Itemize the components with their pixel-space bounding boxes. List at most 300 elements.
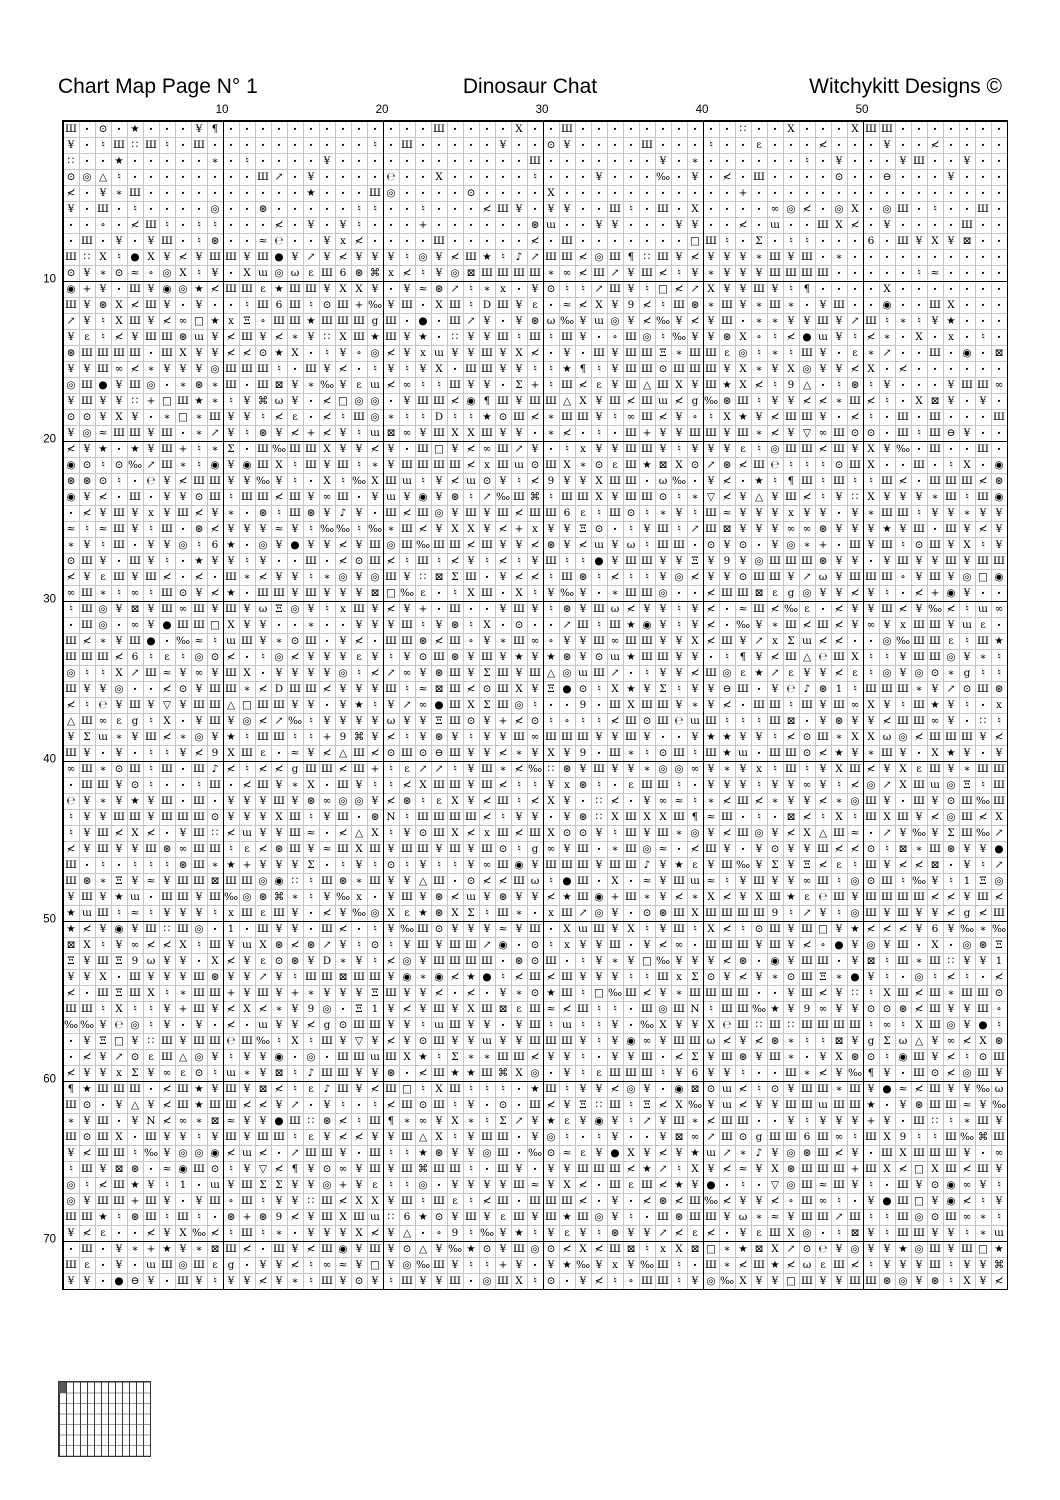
chart-cell: ¥ — [131, 923, 139, 935]
chart-cell: Ш — [913, 891, 925, 903]
chart-cell: ◎ — [594, 907, 604, 919]
chart-cell: · — [116, 442, 122, 456]
chart-cell: ¥ — [755, 939, 763, 951]
chart-cell: ♮ — [805, 763, 809, 775]
chart-cell: ‰ — [991, 923, 1007, 935]
chart-cell: ¥ — [851, 603, 859, 615]
chart-cell: ◉ — [994, 459, 1004, 471]
chart-cell: ¥ — [211, 603, 219, 615]
chart-cell: ≮ — [450, 555, 460, 567]
chart-cell: ≮ — [162, 315, 172, 327]
chart-cell: Ш — [929, 1083, 941, 1095]
chart-cell: ¥ — [787, 251, 795, 263]
chart-cell: Ш — [529, 507, 541, 519]
chart-cell: · — [980, 586, 986, 600]
chart-cell: Ш — [945, 1211, 957, 1223]
chart-cell: ⊠ — [850, 1227, 860, 1239]
chart-cell: ≮ — [690, 315, 700, 327]
chart-cell: · — [772, 186, 778, 200]
chart-cell: ★ — [626, 651, 636, 663]
chart-cell: ◎ — [674, 571, 684, 583]
chart-cell: ¥ — [979, 1259, 987, 1271]
chart-cell: Ш — [881, 123, 893, 135]
chart-cell: Ш — [273, 1131, 285, 1143]
chart-cell: ɯ — [370, 379, 380, 391]
chart-cell: · — [916, 122, 922, 136]
chart-cell: · — [900, 122, 906, 136]
chart-cell: · — [276, 122, 282, 136]
chart-cell: · — [516, 1194, 522, 1208]
chart-cell: · — [980, 234, 986, 248]
chart-cell: · — [276, 154, 282, 168]
chart-cell: ¥ — [931, 683, 939, 695]
chart-cell: ¥ — [483, 1179, 491, 1191]
chart-cell: ♮ — [949, 1115, 953, 1127]
chart-cell: N — [690, 1003, 700, 1015]
chart-cell: ¥ — [691, 683, 699, 695]
chart-cell: ◉ — [210, 459, 220, 471]
chart-cell: 9 — [547, 475, 555, 487]
chart-cell: ◉ — [498, 939, 508, 951]
chart-cell: ¥ — [691, 731, 699, 743]
chart-cell: Ш — [881, 891, 893, 903]
chart-cell: ¥ — [803, 843, 811, 855]
chart-cell: ∷ — [595, 1099, 603, 1111]
chart-cell: ◎ — [546, 1131, 556, 1143]
chart-cell: ∘ — [436, 1227, 442, 1239]
chart-cell: ≈ — [546, 1003, 556, 1015]
chart-cell: ◎ — [850, 907, 860, 919]
chart-cell: ⊙ — [802, 731, 812, 743]
chart-cell: ¥ — [947, 539, 955, 551]
chart-cell: Ш — [289, 843, 301, 855]
chart-cell: ɯ — [978, 603, 988, 615]
chart-cell: · — [868, 1146, 874, 1160]
chart-cell: ◉ — [66, 459, 76, 471]
chart-cell: ¥ — [675, 251, 683, 263]
chart-cell: ∞ — [770, 203, 780, 215]
chart-cell: ⊙ — [178, 587, 188, 599]
chart-cell: ∗ — [387, 411, 395, 423]
chart-cell: ◎ — [850, 795, 860, 807]
chart-cell: · — [356, 138, 362, 152]
chart-cell: Ш — [161, 603, 173, 615]
chart-cell: · — [356, 154, 362, 168]
chart-cell: ɯ — [962, 619, 972, 631]
chart-cell: Ш — [561, 571, 573, 583]
chart-cell: ¥ — [307, 699, 315, 711]
chart-cell: ≮ — [866, 395, 876, 407]
chart-cell: Ш — [865, 683, 877, 695]
chart-cell: · — [804, 170, 810, 184]
chart-cell: ◎ — [178, 1147, 188, 1159]
chart-cell: ★ — [738, 1243, 748, 1255]
chart-cell: ♮ — [869, 1179, 873, 1191]
chart-cell: ∗ — [915, 683, 923, 695]
chart-cell: ♮ — [469, 299, 473, 311]
chart-cell: · — [388, 394, 394, 408]
chart-cell: ♮ — [261, 1195, 265, 1207]
chart-cell: · — [868, 826, 874, 840]
chart-cell: ¥ — [851, 715, 859, 727]
chart-cell: · — [756, 538, 762, 552]
chart-cell: ♮ — [565, 1083, 569, 1095]
chart-cell: ◎ — [690, 827, 700, 839]
chart-cell: X — [851, 203, 859, 215]
chart-cell: · — [772, 810, 778, 824]
chart-cell: ♮ — [869, 1259, 873, 1271]
chart-cell: ≮ — [914, 731, 924, 743]
chart-cell: ¥ — [867, 603, 875, 615]
chart-cell: ⊛ — [98, 299, 108, 311]
chart-cell: Ш — [193, 1259, 205, 1271]
chart-cell: X — [675, 1243, 683, 1255]
chart-cell: ε — [804, 603, 810, 615]
chart-cell: · — [948, 346, 954, 360]
chart-cell: ♮ — [837, 379, 841, 391]
chart-cell: ↗ — [482, 491, 492, 503]
chart-cell: ★ — [66, 907, 76, 919]
chart-cell: Ш — [129, 1083, 141, 1095]
chart-cell: Ш — [593, 635, 605, 647]
chart-cell: · — [676, 234, 682, 248]
chart-cell: ⊙ — [642, 715, 652, 727]
chart-cell: ¥ — [67, 363, 75, 375]
chart-cell: Ш — [257, 171, 269, 183]
chart-cell: ¥ — [611, 763, 619, 775]
chart-cell: ω — [882, 731, 892, 743]
chart-cell: ⊙ — [770, 843, 780, 855]
chart-cell: ¥ — [323, 507, 331, 519]
chart-cell: ¥ — [723, 539, 731, 551]
chart-cell: + — [514, 523, 524, 535]
chart-cell: ¥ — [947, 715, 955, 727]
chart-cell: ¥ — [387, 363, 395, 375]
chart-cell: ¥ — [99, 395, 107, 407]
chart-cell: ɯ — [130, 891, 140, 903]
chart-cell: Ш — [273, 731, 285, 743]
chart-cell: ¥ — [835, 1243, 843, 1255]
chart-cell: · — [180, 234, 186, 248]
chart-cell: ≮ — [962, 1195, 972, 1207]
chart-cell: ⊙ — [786, 971, 796, 983]
chart-cell: ¥ — [403, 603, 411, 615]
chart-cell: ¥ — [83, 267, 91, 279]
chart-cell: Ш — [113, 539, 125, 551]
chart-cell: ≮ — [450, 251, 460, 263]
chart-cell: ¥ — [371, 1067, 379, 1079]
chart-cell: ⊙ — [530, 939, 540, 951]
chart-cell: Ш — [321, 763, 333, 775]
chart-cell: · — [724, 602, 730, 616]
chart-cell: Ш — [817, 1083, 829, 1095]
chart-cell: ↗ — [882, 827, 892, 839]
chart-cell: ‰ — [895, 443, 911, 455]
chart-cell: Ш — [561, 379, 573, 391]
chart-cell: · — [484, 1162, 490, 1176]
chart-cell: ¥ — [819, 347, 827, 359]
chart-cell: ¥ — [963, 587, 971, 599]
chart-cell: · — [324, 186, 330, 200]
chart-cell: Ξ — [115, 987, 123, 999]
chart-cell: ♮ — [629, 1115, 633, 1127]
chart-cell: ‰ — [415, 1259, 431, 1271]
chart-cell: ∗ — [179, 987, 187, 999]
chart-cell: ≮ — [130, 363, 140, 375]
chart-cell: · — [772, 154, 778, 168]
chart-cell: ∘ — [356, 347, 362, 359]
chart-cell: Ш — [561, 411, 573, 423]
chart-cell: ¥ — [483, 523, 491, 535]
chart-cell: ∞ — [994, 1147, 1004, 1159]
chart-cell: ɯ — [194, 331, 204, 343]
designer-credit: Witchykitt Designs © — [809, 75, 1002, 98]
chart-cell: · — [292, 554, 298, 568]
chart-cell: ¥ — [371, 603, 379, 615]
chart-cell: · — [564, 218, 570, 232]
chart-cell: ♮ — [853, 683, 857, 695]
chart-cell: ♮ — [69, 811, 73, 823]
chart-cell: ⊛ — [946, 843, 956, 855]
chart-cell: · — [564, 186, 570, 200]
chart-cell: ≮ — [338, 363, 348, 375]
chart-cell: ¥ — [915, 555, 923, 567]
chart-cell: ♮ — [421, 267, 425, 279]
chart-cell: ♮ — [997, 1019, 1001, 1031]
chart-cell: Ш — [177, 875, 189, 887]
chart-cell: ≈ — [194, 635, 204, 647]
chart-cell: ≮ — [482, 875, 492, 887]
chart-cell: Ш — [433, 1035, 445, 1047]
chart-cell: Ш — [545, 555, 557, 567]
chart-cell: g — [291, 763, 299, 775]
chart-cell: · — [916, 186, 922, 200]
row-label: 50 — [43, 913, 56, 926]
chart-cell: Ш — [625, 491, 637, 503]
chart-cell: · — [884, 410, 890, 424]
chart-cell: ¥ — [323, 363, 331, 375]
chart-cell: ¥ — [211, 555, 219, 567]
chart-cell: ≮ — [578, 539, 588, 551]
chart-cell: Ш — [273, 315, 285, 327]
chart-cell: ≮ — [530, 1051, 540, 1063]
chart-cell: X — [691, 203, 699, 215]
chart-cell: ¥ — [83, 795, 91, 807]
chart-cell: · — [980, 410, 986, 424]
chart-cell: ¥ — [243, 395, 251, 407]
chart-cell: ★ — [946, 315, 956, 327]
chart-cell: Ш — [561, 971, 573, 983]
chart-cell: ⊙ — [82, 459, 92, 471]
chart-cell: ε — [628, 1179, 634, 1191]
chart-cell: ♮ — [645, 539, 649, 551]
chart-cell: ⊙ — [338, 1019, 348, 1031]
chart-cell: ≮ — [514, 763, 524, 775]
chart-cell: ¥ — [291, 1243, 299, 1255]
chart-cell: ¥ — [115, 1099, 123, 1111]
chart-cell: Ш — [865, 1275, 877, 1287]
chart-cell: ¥ — [947, 1083, 955, 1095]
chart-cell: ɯ — [994, 1227, 1004, 1239]
chart-cell: ¥ — [451, 731, 459, 743]
chart-cell: ⊙ — [178, 683, 188, 695]
chart-cell: Ш — [241, 331, 253, 343]
chart-cell: Ш — [897, 507, 909, 519]
chart-cell: Ш — [81, 235, 93, 247]
chart-cell: ¥ — [403, 875, 411, 887]
chart-cell: X — [739, 331, 747, 343]
chart-cell: ≮ — [738, 971, 748, 983]
chart-cell: Ш — [369, 539, 381, 551]
chart-cell: Ш — [433, 651, 445, 663]
chart-cell: ★ — [274, 347, 284, 359]
chart-cell: ¥ — [515, 363, 523, 375]
chart-cell: ε — [980, 619, 986, 631]
chart-cell: · — [772, 1114, 778, 1128]
chart-cell: · — [100, 1258, 106, 1272]
chart-cell: ¥ — [691, 619, 699, 631]
chart-cell: ¥ — [819, 667, 827, 679]
chart-cell: ◎ — [914, 1243, 924, 1255]
chart-cell: ≮ — [338, 1115, 348, 1127]
chart-cell: ♮ — [165, 747, 169, 759]
chart-cell: Ш — [977, 683, 989, 695]
chart-cell: · — [868, 218, 874, 232]
chart-cell: ⊙ — [530, 987, 540, 999]
chart-cell: ⊙ — [530, 459, 540, 471]
chart-cell: ¥ — [611, 731, 619, 743]
chart-cell: · — [580, 170, 586, 184]
chart-cell: x — [148, 507, 154, 519]
chart-cell: ∞ — [338, 1163, 348, 1175]
chart-cell: ≮ — [66, 699, 76, 711]
chart-cell: ∗ — [867, 747, 875, 759]
chart-cell: ≮ — [946, 907, 956, 919]
chart-cell: ≮ — [450, 971, 460, 983]
chart-cell: Ш — [417, 443, 429, 455]
chart-cell: ★ — [418, 907, 428, 919]
chart-cell: Ш — [977, 763, 989, 775]
chart-cell: ↗ — [530, 251, 540, 263]
chart-cell: ⊙ — [946, 795, 956, 807]
chart-cell: · — [516, 1082, 522, 1096]
chart-cell: ⊙ — [370, 939, 380, 951]
chart-cell: Ш — [481, 267, 493, 279]
chart-cell: ¥ — [275, 827, 283, 839]
chart-cell: ¥ — [419, 1003, 427, 1015]
chart-cell: + — [146, 395, 156, 407]
chart-cell: Ш — [65, 875, 77, 887]
chart-cell: ♮ — [85, 667, 89, 679]
chart-cell: ⊛ — [930, 1275, 940, 1287]
chart-cell: ℮ — [786, 683, 796, 695]
chart-cell: ¥ — [499, 731, 507, 743]
chart-cell: Ш — [65, 1259, 77, 1271]
chart-cell: · — [292, 154, 298, 168]
chart-cell: · — [180, 298, 186, 312]
chart-cell: ◎ — [866, 939, 876, 951]
chart-cell: ¥ — [163, 251, 171, 263]
chart-cell: ¶ — [211, 123, 219, 135]
chart-cell: Ш — [81, 587, 93, 599]
chart-cell: ¥ — [147, 283, 155, 295]
chart-cell: Ш — [785, 651, 797, 663]
chart-cell: Ш — [209, 475, 221, 487]
chart-cell: ∗ — [963, 507, 971, 519]
chart-cell: ¥ — [115, 603, 123, 615]
chart-cell: ♮ — [197, 459, 201, 471]
chart-cell: ⊠ — [370, 587, 380, 599]
chart-cell: ¥ — [147, 619, 155, 631]
chart-cell: ¥ — [851, 1035, 859, 1047]
chart-cell: ‰ — [687, 1099, 703, 1111]
chart-cell: ≮ — [946, 971, 956, 983]
chart-cell: △ — [802, 651, 812, 663]
chart-cell: ¥ — [883, 219, 891, 231]
chart-cell: ♮ — [309, 571, 313, 583]
chart-cell: ◉ — [642, 619, 652, 631]
chart-cell: ⊙ — [530, 955, 540, 967]
chart-cell: Ш — [945, 1147, 957, 1159]
chart-cell: ≮ — [498, 779, 508, 791]
chart-cell: ♮ — [133, 203, 137, 215]
chart-cell: Ш — [625, 379, 637, 391]
chart-cell: Ш — [801, 987, 813, 999]
chart-cell: ¥ — [179, 955, 187, 967]
chart-cell: Σ — [227, 443, 235, 455]
chart-cell: · — [228, 186, 234, 200]
chart-cell: Ш — [641, 139, 653, 151]
chart-cell: ¥ — [515, 299, 523, 311]
chart-cell: ‰ — [895, 635, 911, 647]
chart-cell: ◎ — [850, 875, 860, 887]
chart-cell: · — [612, 154, 618, 168]
chart-cell: ≮ — [658, 267, 668, 279]
chart-cell: · — [948, 442, 954, 456]
chart-cell: ∗ — [691, 155, 699, 167]
row-label: 30 — [43, 593, 56, 606]
chart-cell: ɯ — [370, 1051, 380, 1063]
chart-cell: · — [580, 186, 586, 200]
chart-cell: · — [132, 1130, 138, 1144]
chart-cell: ♮ — [581, 987, 585, 999]
chart-cell: Ш — [785, 555, 797, 567]
chart-cell: ¥ — [211, 267, 219, 279]
chart-cell: ¥ — [531, 651, 539, 663]
chart-cell: ★ — [194, 283, 204, 295]
chart-cell: · — [964, 394, 970, 408]
chart-cell: ♮ — [357, 667, 361, 679]
chart-cell: Ш — [913, 715, 925, 727]
chart-cell: ε — [148, 1051, 154, 1063]
chart-cell: ¥ — [675, 555, 683, 567]
chart-cell: · — [756, 154, 762, 168]
chart-cell: Ш — [273, 699, 285, 711]
chart-cell: · — [772, 138, 778, 152]
chart-cell: ∷ — [67, 155, 75, 167]
chart-cell: Ш — [465, 507, 477, 519]
chart-cell: ♮ — [245, 731, 249, 743]
chart-cell: ¥ — [787, 395, 795, 407]
chart-cell: Ш — [129, 811, 141, 823]
chart-cell: ¥ — [515, 203, 523, 215]
chart-cell: ‰ — [287, 715, 303, 727]
chart-cell: · — [884, 186, 890, 200]
chart-cell: Ш — [977, 1003, 989, 1015]
chart-cell: X — [851, 731, 859, 743]
chart-cell: ∗ — [99, 795, 107, 807]
chart-cell: ¥ — [851, 1115, 859, 1127]
